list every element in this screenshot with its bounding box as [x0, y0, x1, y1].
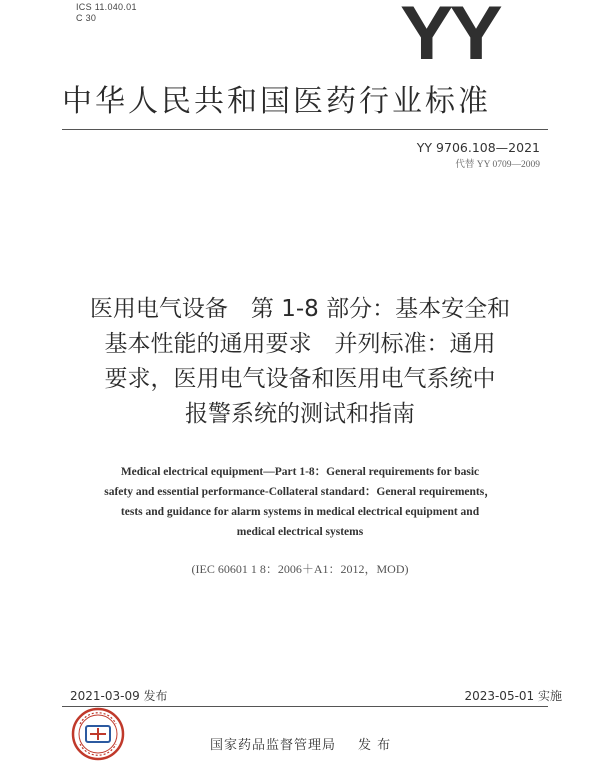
seal-icon: [70, 706, 126, 762]
ccs-code: C 30: [76, 13, 97, 23]
issuer-name: 国家药品监督管理局: [210, 738, 337, 753]
chinese-title-line: 基本性能的通用要求 并列标准：通用: [104, 331, 496, 357]
org-title: 中华人民共和国医药行业标准: [62, 84, 491, 119]
english-title: [60, 462, 540, 542]
issuer: [210, 734, 391, 753]
yy-logo: YY: [400, 0, 499, 76]
english-title-line: Medical electrical equipment—Part 1-8：General requirements for basic: [120, 466, 480, 478]
english-title-line: safety and essential performance-Collateral standard：General requirements，: [104, 486, 496, 498]
footer-rule: [62, 706, 548, 707]
iec-reference: (IEC 60601 1 8：2006＋A1：2012，MOD): [191, 562, 409, 576]
chinese-title-line: 医用电气设备 第 1-8 部分：基本安全和: [89, 296, 511, 322]
chinese-title-line: 报警系统的测试和指南: [185, 401, 415, 427]
english-title-line: tests and guidance for alarm systems in medical electrical equipment and: [120, 506, 480, 518]
header-rule: [62, 129, 548, 130]
issuer-action: 发 布: [358, 738, 392, 753]
chinese-title-line: 要求，医用电气设备和医用电气系统中: [104, 366, 496, 392]
effective-date: 2023-05-01 实施: [464, 689, 562, 703]
ics-code: ICS 11.040.01: [76, 2, 137, 12]
publish-date: 2021-03-09 发布: [70, 689, 168, 703]
english-title-line: medical electrical systems: [236, 526, 364, 538]
chinese-title: [40, 292, 560, 432]
classification-codes: [76, 2, 137, 24]
standard-number: YY 9706.108—2021: [416, 140, 540, 155]
replaces-standard: 代替 YY 0709—2009: [455, 160, 540, 170]
